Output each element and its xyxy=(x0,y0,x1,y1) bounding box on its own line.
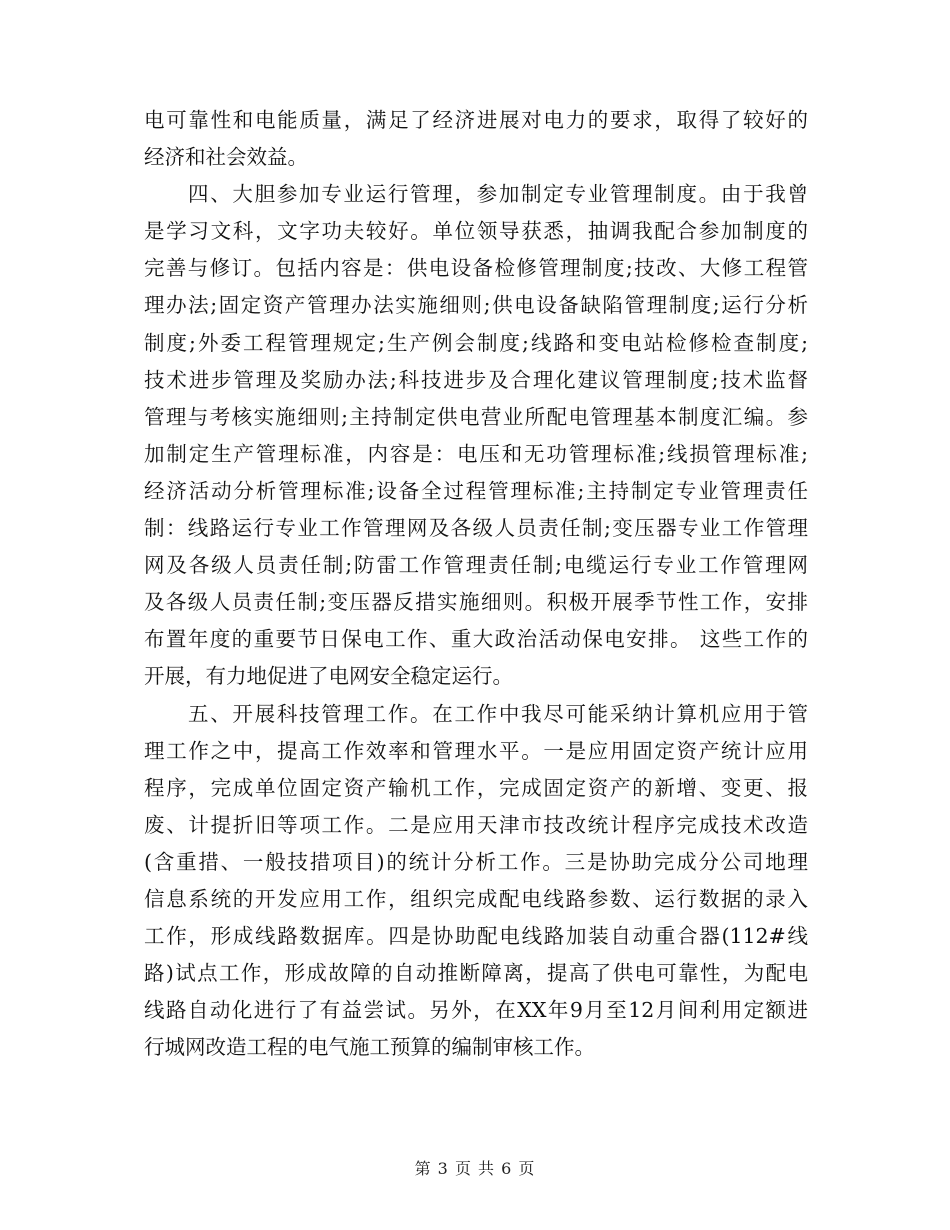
text-line: 五、开展科技管理工作。在工作中我尽可能采纳计算机应用于管 xyxy=(188,701,808,726)
text-line: 网及各级人员责任制;防雷工作管理责任制;电缆运行专业工作管理网 xyxy=(144,553,808,578)
text-line: 制度;外委工程管理规定;生产例会制度;线路和变电站检修检查制度; xyxy=(144,330,808,355)
text-line: 布置年度的重要节日保电工作、重大政治活动保电安排。 这些工作的 xyxy=(144,627,808,652)
text-line: 理工作之中，提高工作效率和管理水平。一是应用固定资产统计应用 xyxy=(144,738,808,763)
text-line: 经济和社会效益。 xyxy=(144,145,308,170)
text-line: 开展，有力地促进了电网安全稳定运行。 xyxy=(144,664,513,689)
text-line: 路)试点工作，形成故障的自动推断障离，提高了供电可靠性，为配电 xyxy=(144,961,808,986)
text-line: 工作，形成线路数据库。四是协助配电线路加装自动重合器(112#线 xyxy=(144,924,808,949)
text-line: 程序，完成单位固定资产输机工作，完成固定资产的新增、变更、报 xyxy=(144,775,808,800)
document-body xyxy=(144,102,808,1066)
text-line: 理办法;固定资产管理办法实施细则;供电设备缺陷管理制度;运行分析 xyxy=(144,293,808,318)
text-line: 管理与考核实施细则;主持制定供电营业所配电管理基本制度汇编。参 xyxy=(144,404,808,429)
text-line: 是学习文科，文字功夫较好。单位领导获悉，抽调我配合参加制度的 xyxy=(144,219,808,244)
text-line: 信息系统的开发应用工作，组织完成配电线路参数、运行数据的录入 xyxy=(144,886,808,911)
text-line: 制：线路运行专业工作管理网及各级人员责任制;变压器专业工作管理 xyxy=(144,516,808,541)
text-line: 线路自动化进行了有益尝试。另外，在XX年9月至12月间利用定额进 xyxy=(144,998,808,1023)
text-line: 经济活动分析管理标准;设备全过程管理标准;主持制定专业管理责任 xyxy=(144,478,808,503)
text-line: 技术进步管理及奖励办法;科技进步及合理化建议管理制度;技术监督 xyxy=(144,367,808,392)
text-line: 及各级人员责任制;变压器反措实施细则。积极开展季节性工作，安排 xyxy=(144,590,808,615)
text-line: (含重措、一般技措项目)的统计分析工作。三是协助完成分公司地理 xyxy=(144,849,808,874)
text-line: 四、大胆参加专业运行管理，参加制定专业管理制度。由于我曾 xyxy=(188,182,808,207)
text-line: 废、计提折旧等项工作。二是应用天津市技改统计程序完成技术改造 xyxy=(144,812,808,837)
text-line: 电可靠性和电能质量，满足了经济进展对电力的要求，取得了较好的 xyxy=(144,108,808,132)
text-line: 完善与修订。包括内容是：供电设备检修管理制度;技改、大修工程管 xyxy=(144,256,808,281)
text-line: 加制定生产管理标准，内容是：电压和无功管理标准;线损管理标准; xyxy=(144,441,808,466)
text-line: 行城网改造工程的电气施工预算的编制审核工作。 xyxy=(144,1035,595,1060)
page-number-footer: 第 3 页 共 6 页 xyxy=(414,1159,536,1178)
